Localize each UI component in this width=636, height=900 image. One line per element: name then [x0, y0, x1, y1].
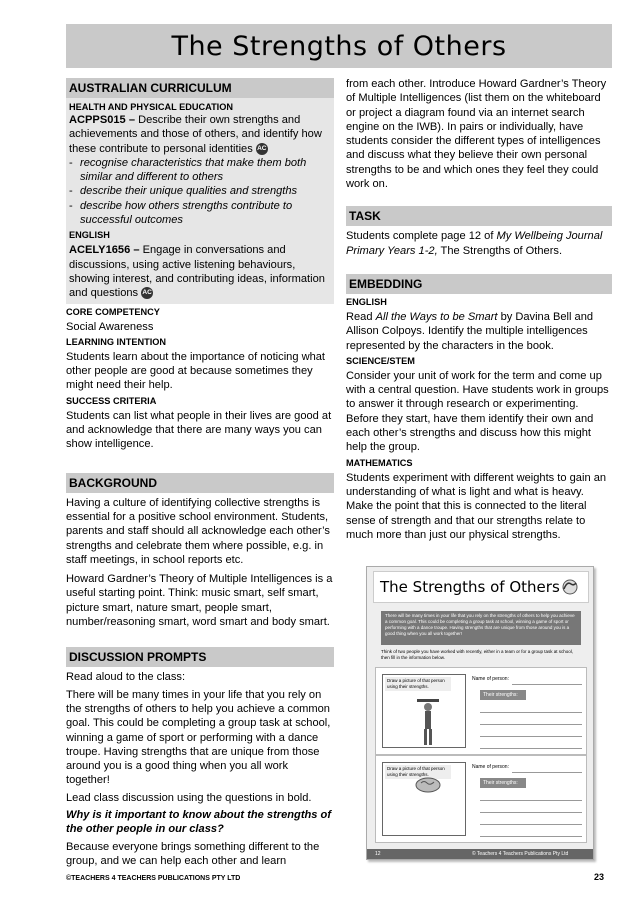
task-text: [346, 229, 612, 258]
learning-text: Students learn about the importance of noticing what other people are good at because sometimes they might need their help.: [66, 350, 326, 392]
worksheet-thumbnail: [366, 566, 594, 860]
core-heading: CORE COMPETENCY: [66, 306, 160, 317]
discussion-paragraph: Because everyone brings something different to the group, and we can help each other and learn: [66, 840, 320, 867]
discussion-paragraph: There will be many times in your life that you rely on the strengths of others to help you achieve a common goal. This could be completing a group task at school, winning a game of sport or performing with a dance troupe. Having strengths that are unique from those around you is a good thing when you all work together!: [66, 688, 331, 787]
answer-line: [480, 812, 582, 813]
worksheet-instruction: Think of two people you have worked with recently, either in a team or for a group task at school, then fill in the information below.: [381, 649, 574, 660]
curriculum-heading: AUSTRALIAN CURRICULUM: [66, 78, 334, 98]
maths-subheading: MATHEMATICS: [346, 457, 413, 468]
worksheet-page-number: 12: [375, 851, 381, 857]
background-paragraph: Having a culture of identifying collective strengths is essential for a positive school environment. Students, parents and staff should all acknowledge each other’s strengths and celebrate them where possible, e.g. in staff meetings, in school reports etc.: [66, 496, 330, 566]
answer-line: [480, 836, 582, 837]
hpe-outcome: [69, 113, 331, 156]
embedding-english-pre: Read: [346, 310, 376, 323]
page-title: The Strengths of Others: [171, 30, 507, 62]
embedding-book-title: All the Ways to be Smart: [375, 310, 498, 323]
task-book-title: My Wellbeing Journal Primary Years 1-2,: [346, 230, 603, 257]
draw-label: Draw a picture of that person using their strengths.: [385, 765, 451, 779]
worksheet-copyright: © Teachers 4 Teachers Publications Pty Ltd: [471, 851, 569, 857]
draw-label: Draw a picture of that person using their strengths.: [385, 677, 451, 691]
success-heading: SUCCESS CRITERIA: [66, 395, 157, 406]
learning-heading: LEARNING INTENTION: [66, 336, 167, 347]
strengths-tag: Their strengths:: [480, 690, 526, 700]
background-heading: BACKGROUND: [66, 473, 334, 493]
weightlifter-icon: [415, 695, 441, 747]
hpe-subheading: HEALTH AND PHYSICAL EDUCATION: [69, 102, 234, 112]
english-text: Engage in conversations and discussions, using active listening behaviours, showing interest, and contributing ideas, information and questions: [69, 244, 325, 300]
english-outcome: [69, 243, 331, 300]
page-number: 23: [594, 872, 605, 882]
left-column: [66, 78, 334, 868]
title-banner: [66, 24, 612, 68]
name-line: [512, 684, 582, 685]
discussion-paragraph: Read aloud to the class:: [66, 671, 186, 684]
person-panel: [375, 755, 587, 843]
answer-line: [480, 800, 582, 801]
brain-icon: [413, 777, 443, 793]
success-text: Students can list what people in their lives are good at and acknowledge that there are many ways you can show intelligence.: [66, 409, 332, 451]
right-column: [346, 77, 612, 542]
answer-line: [480, 712, 582, 713]
core-text: Social Awareness: [66, 320, 154, 333]
ac-badge-icon: AC: [141, 287, 153, 299]
embedding-english-text: [346, 310, 612, 353]
copyright-footer: ©TEACHERS 4 TEACHERS PUBLICATIONS PTY LTD: [66, 875, 241, 882]
flexed-arm-icon: [559, 577, 581, 597]
curriculum-bullet: - describe how others strengths contribute to successful outcomes: [69, 199, 331, 228]
task-text-pre: Students complete page 12 of: [346, 230, 497, 243]
discussion-question: Why is it important to know about the strengths of the other people in our class?: [66, 808, 332, 836]
background-paragraph: Howard Gardner’s Theory of Multiple Intelligences is a useful starting point. Think: music smart, self smart, picture smart, nature smart, people smart, number/reasoning smart, word smart and body smart.: [66, 573, 333, 629]
task-heading: TASK: [346, 206, 612, 226]
discussion-paragraph: Lead class discussion using the questions in bold.: [66, 791, 312, 804]
answer-line: [480, 724, 582, 725]
strengths-tag: Their strengths:: [480, 778, 526, 788]
curriculum-bullet: - recognise characteristics that make them both similar and different to others: [69, 156, 331, 185]
name-line: [512, 772, 582, 773]
science-subheading: SCIENCE/STEM: [346, 355, 415, 366]
worksheet-intro: There will be many times in your life that you rely on the strengths of others to help you achieve a common goal. This could be completing a group task at school, winning a game of sport or performing with a dance troupe. Having strengths that are unique from those around you is a good thing when you all work together!: [381, 611, 581, 645]
english-subheading: ENGLISH: [69, 230, 110, 241]
answer-line: [480, 824, 582, 825]
english-code: ACELY1656 –: [69, 244, 140, 257]
discussion-heading: DISCUSSION PROMPTS: [66, 647, 334, 667]
hpe-text: Describe their own strengths and achievements and those of others, and identify how these contribute to personal identities: [69, 114, 322, 155]
science-text: Consider your unit of work for the term and come up with a central question. Have students work in groups to answer it through research or experimenting. Before they start, have them identify their own and each other’s strengths and discuss how this might help the group.: [346, 369, 609, 454]
name-label: Name of person:: [472, 676, 509, 682]
embedding-heading: EMBEDDING: [346, 274, 612, 294]
worksheet-footer: [367, 849, 593, 859]
worksheet-title: The Strengths of Others: [373, 571, 589, 603]
answer-line: [480, 748, 582, 749]
answer-line: [480, 736, 582, 737]
embedding-english-subheading: ENGLISH: [346, 296, 387, 307]
maths-text: Students experiment with different weights to gain an understanding of what is light and what is heavy. Make the point that this is connected to the literal sense of strength and that our strengths relate to much more than just our physical strengths.: [346, 471, 607, 541]
hpe-code: ACPPS015 –: [69, 114, 135, 126]
drawing-box: [382, 674, 466, 748]
ac-badge-icon: AC: [256, 143, 268, 155]
task-text-post: The Strengths of Others.: [437, 244, 563, 257]
continued-paragraph: from each other. Introduce Howard Gardner’s Theory of Multiple Intelligences (list them on the whiteboard or project a diagram found via an internet search engine on the IWB). In pairs or individually, have students consider the different types of intelligences and discuss what they believe their own personal strengths to be and which ones they feel they could work on.: [346, 78, 607, 191]
person-panel: [375, 667, 587, 755]
embedding-english-post: by Davina Bell and Allison Colpoys. Identify the multiple intelligences represented by the characters in the book.: [346, 310, 594, 352]
curriculum-bullet: - describe their unique qualities and strengths: [69, 184, 331, 198]
drawing-box: [382, 762, 466, 836]
curriculum-box: [66, 98, 334, 304]
name-label: Name of person:: [472, 764, 509, 770]
